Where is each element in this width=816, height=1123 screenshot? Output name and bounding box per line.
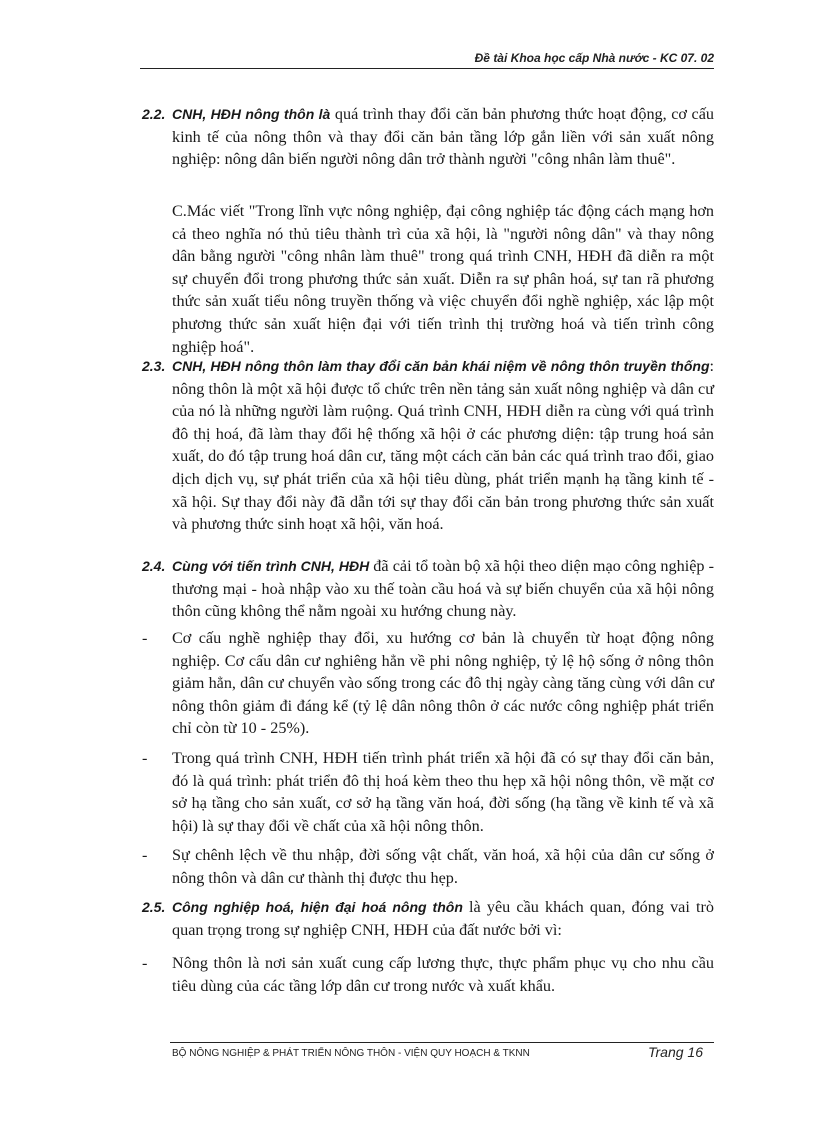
bullet-dash: - <box>142 749 148 767</box>
bullet-text: Nông thôn là nơi sản xuất cung cấp lương thực, thực phẩm phục vụ cho nhu cầu tiêu dùng của các tầng lớp dân cư trong nước và xuất khẩu. <box>172 954 714 995</box>
section-number: 2.5. <box>142 899 166 915</box>
bullet-text: Trong quá trình CNH, HĐH tiến trình phát triển xã hội đã có sự thay đổi căn bản, đó là quá trình: phát triển đô thị hoá kèm theo thu hẹp xã hội nông thôn, về mặt cơ sở hạ tầng cho sản xuất, cơ sở hạ tầng văn hoá, đời sống (hạ tầng về kinh tế và xã hội) là sự thay đổi về chất của xã hội nông thôn. <box>172 749 714 835</box>
bullet-text: Sự chênh lệch về thu nhập, đời sống vật chất, văn hoá, xã hội của dân cư sống ở nông thôn và dân cư thành thị được thu hẹp. <box>172 846 714 887</box>
section-number: 2.3. <box>142 358 166 374</box>
footer-organization: BỘ NÔNG NGHIỆP & PHÁT TRIỂN NÔNG THÔN - VIỆN QUY HOẠCH & TKNN <box>172 1048 530 1059</box>
section-lead: Công nghiệp hoá, hiện đại hoá nông thôn <box>172 899 463 915</box>
bullet-dash: - <box>142 954 148 972</box>
section-text: : nông thôn là một xã hội được tổ chức trên nền tảng sản xuất nông nghiệp và dân cư của nó là những người làm ruộng. Quá trình CNH, HĐH diễn ra cùng với quá trình đô thị hoá, đã làm thay đổi hệ thống xã hội ở các phương diện: tập trung hoá sản xuất, do đó tập trung hoá dân cư, tăng một cách căn bản các quá trình trao đổi, giao dịch dịch vụ, sự phát triển của xã hội tiêu dùng, phát triển mạnh hạ tầng kinh tế - xã hội. Sự thay đổi này đã dẫn tới sự thay đổi căn bản trong phương thức sản xuất và phương thức sinh hoạt xã hội, văn hoá. <box>172 357 714 534</box>
section-2-5-paragraph <box>172 896 714 941</box>
bullet-text: Cơ cấu nghề nghiệp thay đổi, xu hướng cơ bản là chuyển từ hoạt động nông nghiệp. Cơ cấu dân cư nghiêng hẳn về phi nông nghiệp, tỷ lệ hộ sống ở nông thôn giảm hẳn, dân cư chuyển vào sống trong các đô thị ngày càng tăng cùng với dân cư nông thôn giảm đi đáng kể (tỷ lệ dân nông thôn ở các nước công nghiệp phát triển chỉ còn từ 10 - 25%). <box>172 629 714 738</box>
section-text: đã cải tổ toàn bộ xã hội theo diện mạo công nghiệp - thương mại - hoà nhập vào xu thế toàn cầu hoá và sự biến chuyển của xã hội nông thôn cũng không thể nằm ngoài xu hướng chung này. <box>172 557 714 621</box>
bullet-dash: - <box>142 846 148 864</box>
section-number: 2.2. <box>142 106 166 122</box>
page-number: Trang 16 <box>648 1044 703 1060</box>
section-lead: CNH, HĐH nông thôn làm thay đổi căn bản khái niệm về nông thôn truyền thống <box>172 358 710 374</box>
quote-paragraph: C.Mác viết "Trong lĩnh vực nông nghiệp, đại công nghiệp tác động cách mạng hơn cả theo nghĩa nó thủ tiêu thành trì của xã hội, là "người nông dân" và thay nông dân bằng người "công nhân làm thuê" trong quá trình CNH, HĐH đã diễn ra một sự chuyển đổi trong phương thức sản xuất. Diễn ra sự phân hoá, sự tan rã phương thức sản xuất tiểu nông truyền thống và việc chuyển đổi nghề nghiệp, xác lập một phương thức sản xuất hiện đại với tiến trình thị trường hoá và tiến trình công nghiệp hoá". <box>172 202 714 356</box>
header-title: Đề tài Khoa học cấp Nhà nước - KC 07. 02 <box>474 51 714 65</box>
section-text: quá trình thay đổi căn bản phương thức hoạt động, cơ cấu kinh tế của nông thôn và thay đổi căn bản tầng lớp gắn liền với sản xuất nông nghiệp: nông dân biến người nông dân trở thành người "công nhân làm thuê". <box>172 105 715 169</box>
section-lead: CNH, HĐH nông thôn là <box>172 106 331 122</box>
section-lead: Cùng với tiến trình CNH, HĐH <box>172 558 370 574</box>
footer-rule <box>170 1042 714 1043</box>
bullet-dash: - <box>142 629 148 647</box>
section-number: 2.4. <box>142 558 166 574</box>
section-text: là yêu cầu khách quan, đóng vai trò quan trọng trong sự nghiệp CNH, HĐH của đất nước bởi vì: <box>172 898 714 939</box>
header-rule <box>140 68 714 69</box>
section-2-2-paragraph <box>172 103 714 171</box>
section-2-4-paragraph <box>172 555 714 623</box>
section-2-3-paragraph <box>172 355 714 536</box>
